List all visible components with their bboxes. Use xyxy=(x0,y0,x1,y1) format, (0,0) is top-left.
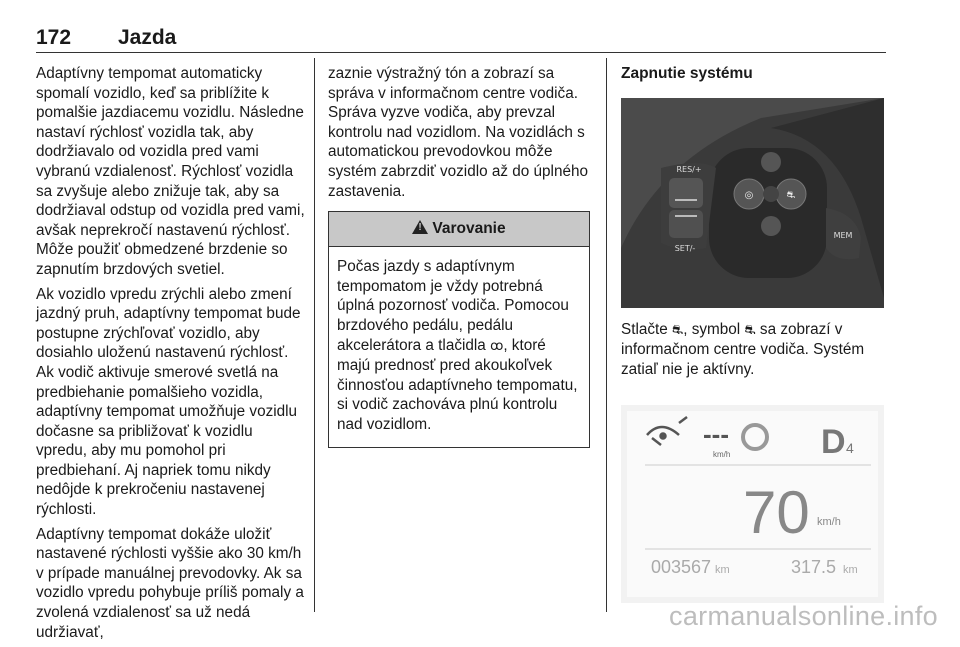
paragraph: Adaptívny tempomat automaticky spomalí vozidlo, keď sa priblížite k pomalšie jazdiacemu vozidlu. Následne nastaví rýchlosť vozidla tak, aby dodržiavalo od vozidla pred vami vybranú vzdialenosť. Rýchlosť vozidla sa zvyšuje alebo znižuje tak, aby sa dodržiaval odstup od vozidla pred vami, avšak neprekročí nastavenú rýchlosť. Môže použiť obmedzené brzdenie so zapnutím brzdových svetiel. xyxy=(36,65,305,278)
trip-unit: km xyxy=(843,564,858,577)
distance-button-icon: ꝏ xyxy=(490,338,504,354)
warning-text xyxy=(329,247,589,446)
text-column-3 xyxy=(621,64,886,603)
set-label: SET/- xyxy=(674,243,696,253)
paragraph: zaznie výstražný tón a zobrazí sa správa v informačnom centre vodiča. Správa vyzve vodiča, aby prevzal kontrolu nad vozidlom. Na vozidlách s automatickou prevodovkou môže systém zabrzdiť vozidlo až do úplného zastavenia. xyxy=(328,65,588,200)
set-speed-unit: km/h xyxy=(713,450,731,460)
gear-number: 4 xyxy=(846,440,854,457)
warning-title: Varovanie xyxy=(432,220,506,238)
driver-info-cluster-display xyxy=(621,405,884,603)
column-divider xyxy=(606,58,607,612)
mem-label: MEM xyxy=(833,230,853,240)
paragraph xyxy=(621,320,886,380)
text-column-1 xyxy=(36,64,306,647)
section-title: Zapnutie systému xyxy=(621,65,753,82)
text-part: , symbol xyxy=(683,320,745,338)
warning-triangle-icon xyxy=(412,220,428,234)
odometer-value: 003567 xyxy=(651,557,712,578)
adaptive-cruise-icon: ⛐ xyxy=(672,322,684,338)
page-number: 172 xyxy=(36,26,72,49)
warning-text-part: Počas jazdy s adaptívnym tempomatom je vždy potrebná úplná pozornosť vodiča. Pomocou brzdového pedálu, pedálu akcelerátora a tlačidla xyxy=(337,258,569,354)
paragraph: Ak vozidlo vpredu zrýchli alebo zmení jazdný pruh, adaptívny tempomat bude postupne zrýchľovať vozidlo, aby dosiahlo uloženú nastavenú rýchlosť. Ak vodič aktivuje smerové svetlá na predbiehanie pomalšieho vozidla, adaptívny tempomat umožňuje vozidlu dočasne sa približovať k vozidlu vpredu, aby mu pomohol pri predbiehaní. Aj napriek tomu nikdy nedôjde k prekročeniu nastavenej rýchlosti. xyxy=(36,285,301,519)
watermark: carmanualsonline.info xyxy=(669,601,938,631)
trip-value: 317.5 xyxy=(791,557,837,578)
column-divider xyxy=(314,58,315,612)
svg-text:◎: ◎ xyxy=(744,189,754,201)
res-label: RES/+ xyxy=(676,164,702,174)
paragraph: Adaptívny tempomat dokáže uložiť nastavené rýchlosti vyššie ako 30 km/h v prípade manuálnej prevodovky. Ak sa vozidlo vpredu pohybuje príliš pomaly a zvolená vzdialenosť sa už nedá udržiavať, xyxy=(36,525,304,641)
warning-text-part: , ktoré majú prednosť pred akoukoľvek činnosťou adaptívneho tempomatu, si vodič zachováva plnú kontrolu nad vozidlom. xyxy=(337,336,578,433)
text-part: sa zobrazí v informačnom centre vodiča. Systém zatiaľ nie je aktívny. xyxy=(621,320,865,378)
speed-unit: km/h xyxy=(817,516,841,529)
chapter-title: Jazda xyxy=(118,26,177,49)
warning-header xyxy=(329,212,589,247)
steering-wheel-controls-photo xyxy=(621,98,884,308)
page-header xyxy=(36,26,886,53)
svg-text:⛐: ⛐ xyxy=(786,189,796,201)
adaptive-cruise-icon: ⛐ xyxy=(744,322,756,338)
set-speed-value: --- xyxy=(703,419,729,450)
text-part: Stlačte xyxy=(621,320,673,338)
odometer-unit: km xyxy=(715,564,730,577)
text-column-2 xyxy=(328,64,590,448)
gear-indicator: D xyxy=(821,423,846,462)
speed-value: 70 xyxy=(743,479,810,547)
warning-box xyxy=(328,211,590,447)
